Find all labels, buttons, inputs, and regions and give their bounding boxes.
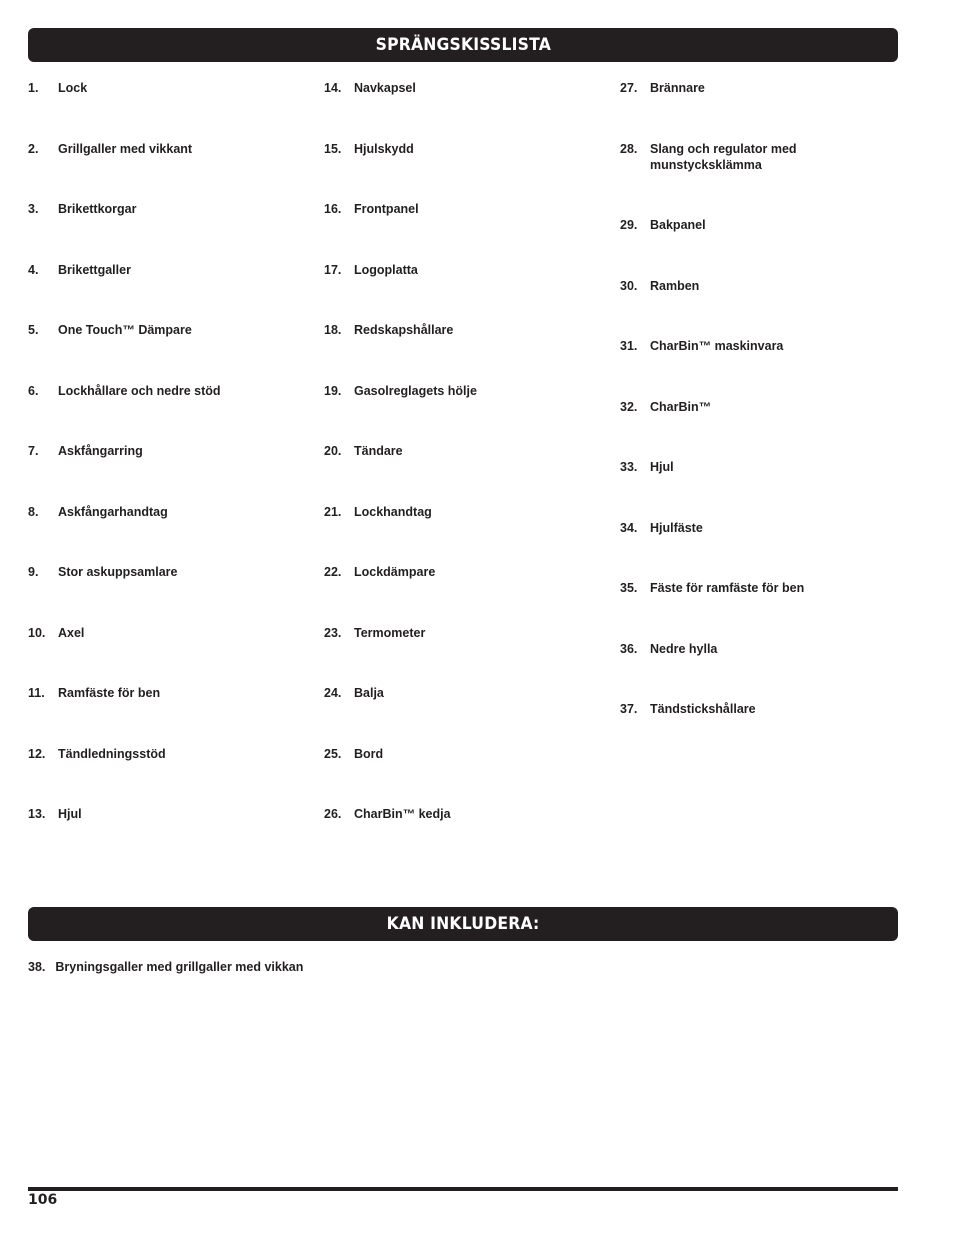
- footer-rule: [28, 1187, 898, 1191]
- item-number: 4.: [28, 263, 39, 277]
- item-number: 6.: [28, 384, 39, 398]
- item-number: 17.: [324, 263, 342, 277]
- parts-list: [0, 80, 954, 860]
- item-name: Ramfäste för ben: [58, 686, 161, 700]
- item-name: Logoplatta: [354, 263, 418, 277]
- item-number: 34.: [620, 521, 638, 535]
- item-number: 10.: [28, 626, 46, 640]
- may-include-header: [28, 907, 898, 941]
- item-number: 28.: [620, 142, 638, 156]
- item-number: 11.: [28, 686, 45, 700]
- item-name: Tändstickshållare: [650, 702, 756, 716]
- item-number: 14.: [324, 81, 342, 95]
- item-name: Bord: [354, 747, 384, 761]
- item-number: 16.: [324, 202, 342, 216]
- item-name: Fäste för ramfäste för ben: [650, 581, 805, 595]
- item-name: Nedre hylla: [650, 642, 718, 656]
- item-number: 18.: [324, 323, 342, 337]
- item-number: 3.: [28, 202, 39, 216]
- item-number: 20.: [324, 444, 342, 458]
- item-number: 32.: [620, 400, 638, 414]
- item-number: 26.: [324, 807, 342, 821]
- item-number: 7.: [28, 444, 39, 458]
- item-name: Brikettkorgar: [58, 202, 137, 216]
- item-name: Hjul: [650, 460, 674, 474]
- item-name: Lockhållare och nedre stöd: [58, 384, 221, 398]
- item-name: Navkapsel: [354, 81, 416, 95]
- item-name: Askfångarring: [58, 444, 143, 458]
- item-name: Gasolreglagets hölje: [354, 384, 477, 398]
- item-number: 37.: [620, 702, 638, 716]
- item-number: 33.: [620, 460, 638, 474]
- item-name: Termometer: [354, 626, 426, 640]
- item-number: 27.: [620, 81, 638, 95]
- item-number: 12.: [28, 747, 46, 761]
- item-name: CharBin™ kedja: [354, 807, 451, 821]
- item-name: Grillgaller med vikkant: [58, 142, 193, 156]
- item-name: Frontpanel: [354, 202, 419, 216]
- item-number: 38.: [28, 960, 46, 974]
- item-number: 29.: [620, 218, 638, 232]
- item-name: CharBin™: [650, 400, 712, 414]
- item-number: 9.: [28, 565, 39, 579]
- page-number: 106: [28, 1192, 58, 1208]
- parts-list-header: [28, 28, 898, 62]
- item-number: 21.: [324, 505, 342, 519]
- item-name: Bakpanel: [650, 218, 706, 232]
- item-name: Redskapshållare: [354, 323, 454, 337]
- item-number: 19.: [324, 384, 342, 398]
- item-number: 23.: [324, 626, 342, 640]
- item-number: 2.: [28, 142, 39, 156]
- item-number: 1.: [28, 81, 39, 95]
- item-number: 30.: [620, 279, 638, 293]
- may-include-title: KAN INKLUDERA:: [386, 914, 540, 934]
- item-name: Hjulfäste: [650, 521, 703, 535]
- item-name: Askfångarhandtag: [58, 505, 168, 519]
- item-number: 35.: [620, 581, 638, 595]
- item-name: Tändledningsstöd: [58, 747, 166, 761]
- item-number: 8.: [28, 505, 39, 519]
- item-number: 24.: [324, 686, 342, 700]
- item-name: Stor askuppsamlare: [58, 565, 178, 579]
- item-name: Balja: [354, 686, 384, 700]
- item-name: CharBin™ maskinvara: [650, 339, 784, 353]
- item-name: Hjulskydd: [354, 142, 414, 156]
- item-name: Brännare: [650, 81, 705, 95]
- item-name: Lockdämpare: [354, 565, 436, 579]
- item-name: Axel: [58, 626, 85, 640]
- item-number: 36.: [620, 642, 638, 656]
- item-number: 25.: [324, 747, 342, 761]
- list-item: [28, 959, 303, 975]
- item-number: 15.: [324, 142, 342, 156]
- item-name: Lock: [58, 81, 88, 95]
- item-number: 22.: [324, 565, 342, 579]
- item-name: Tändare: [354, 444, 403, 458]
- item-number: 31.: [620, 339, 638, 353]
- item-number: 5.: [28, 323, 39, 337]
- parts-list-title: SPRÄNGSKISSLISTA: [375, 35, 551, 55]
- item-name: Slang och regulator med munstycksklämma: [650, 142, 797, 172]
- item-name: Hjul: [58, 807, 82, 821]
- item-number: 13.: [28, 807, 46, 821]
- item-name: Lockhandtag: [354, 505, 432, 519]
- item-name: One Touch™ Dämpare: [58, 323, 192, 337]
- item-name: Bryningsgaller med grillgaller med vikkan: [55, 960, 304, 974]
- item-name: Brikettgaller: [58, 263, 131, 277]
- item-name: Ramben: [650, 279, 700, 293]
